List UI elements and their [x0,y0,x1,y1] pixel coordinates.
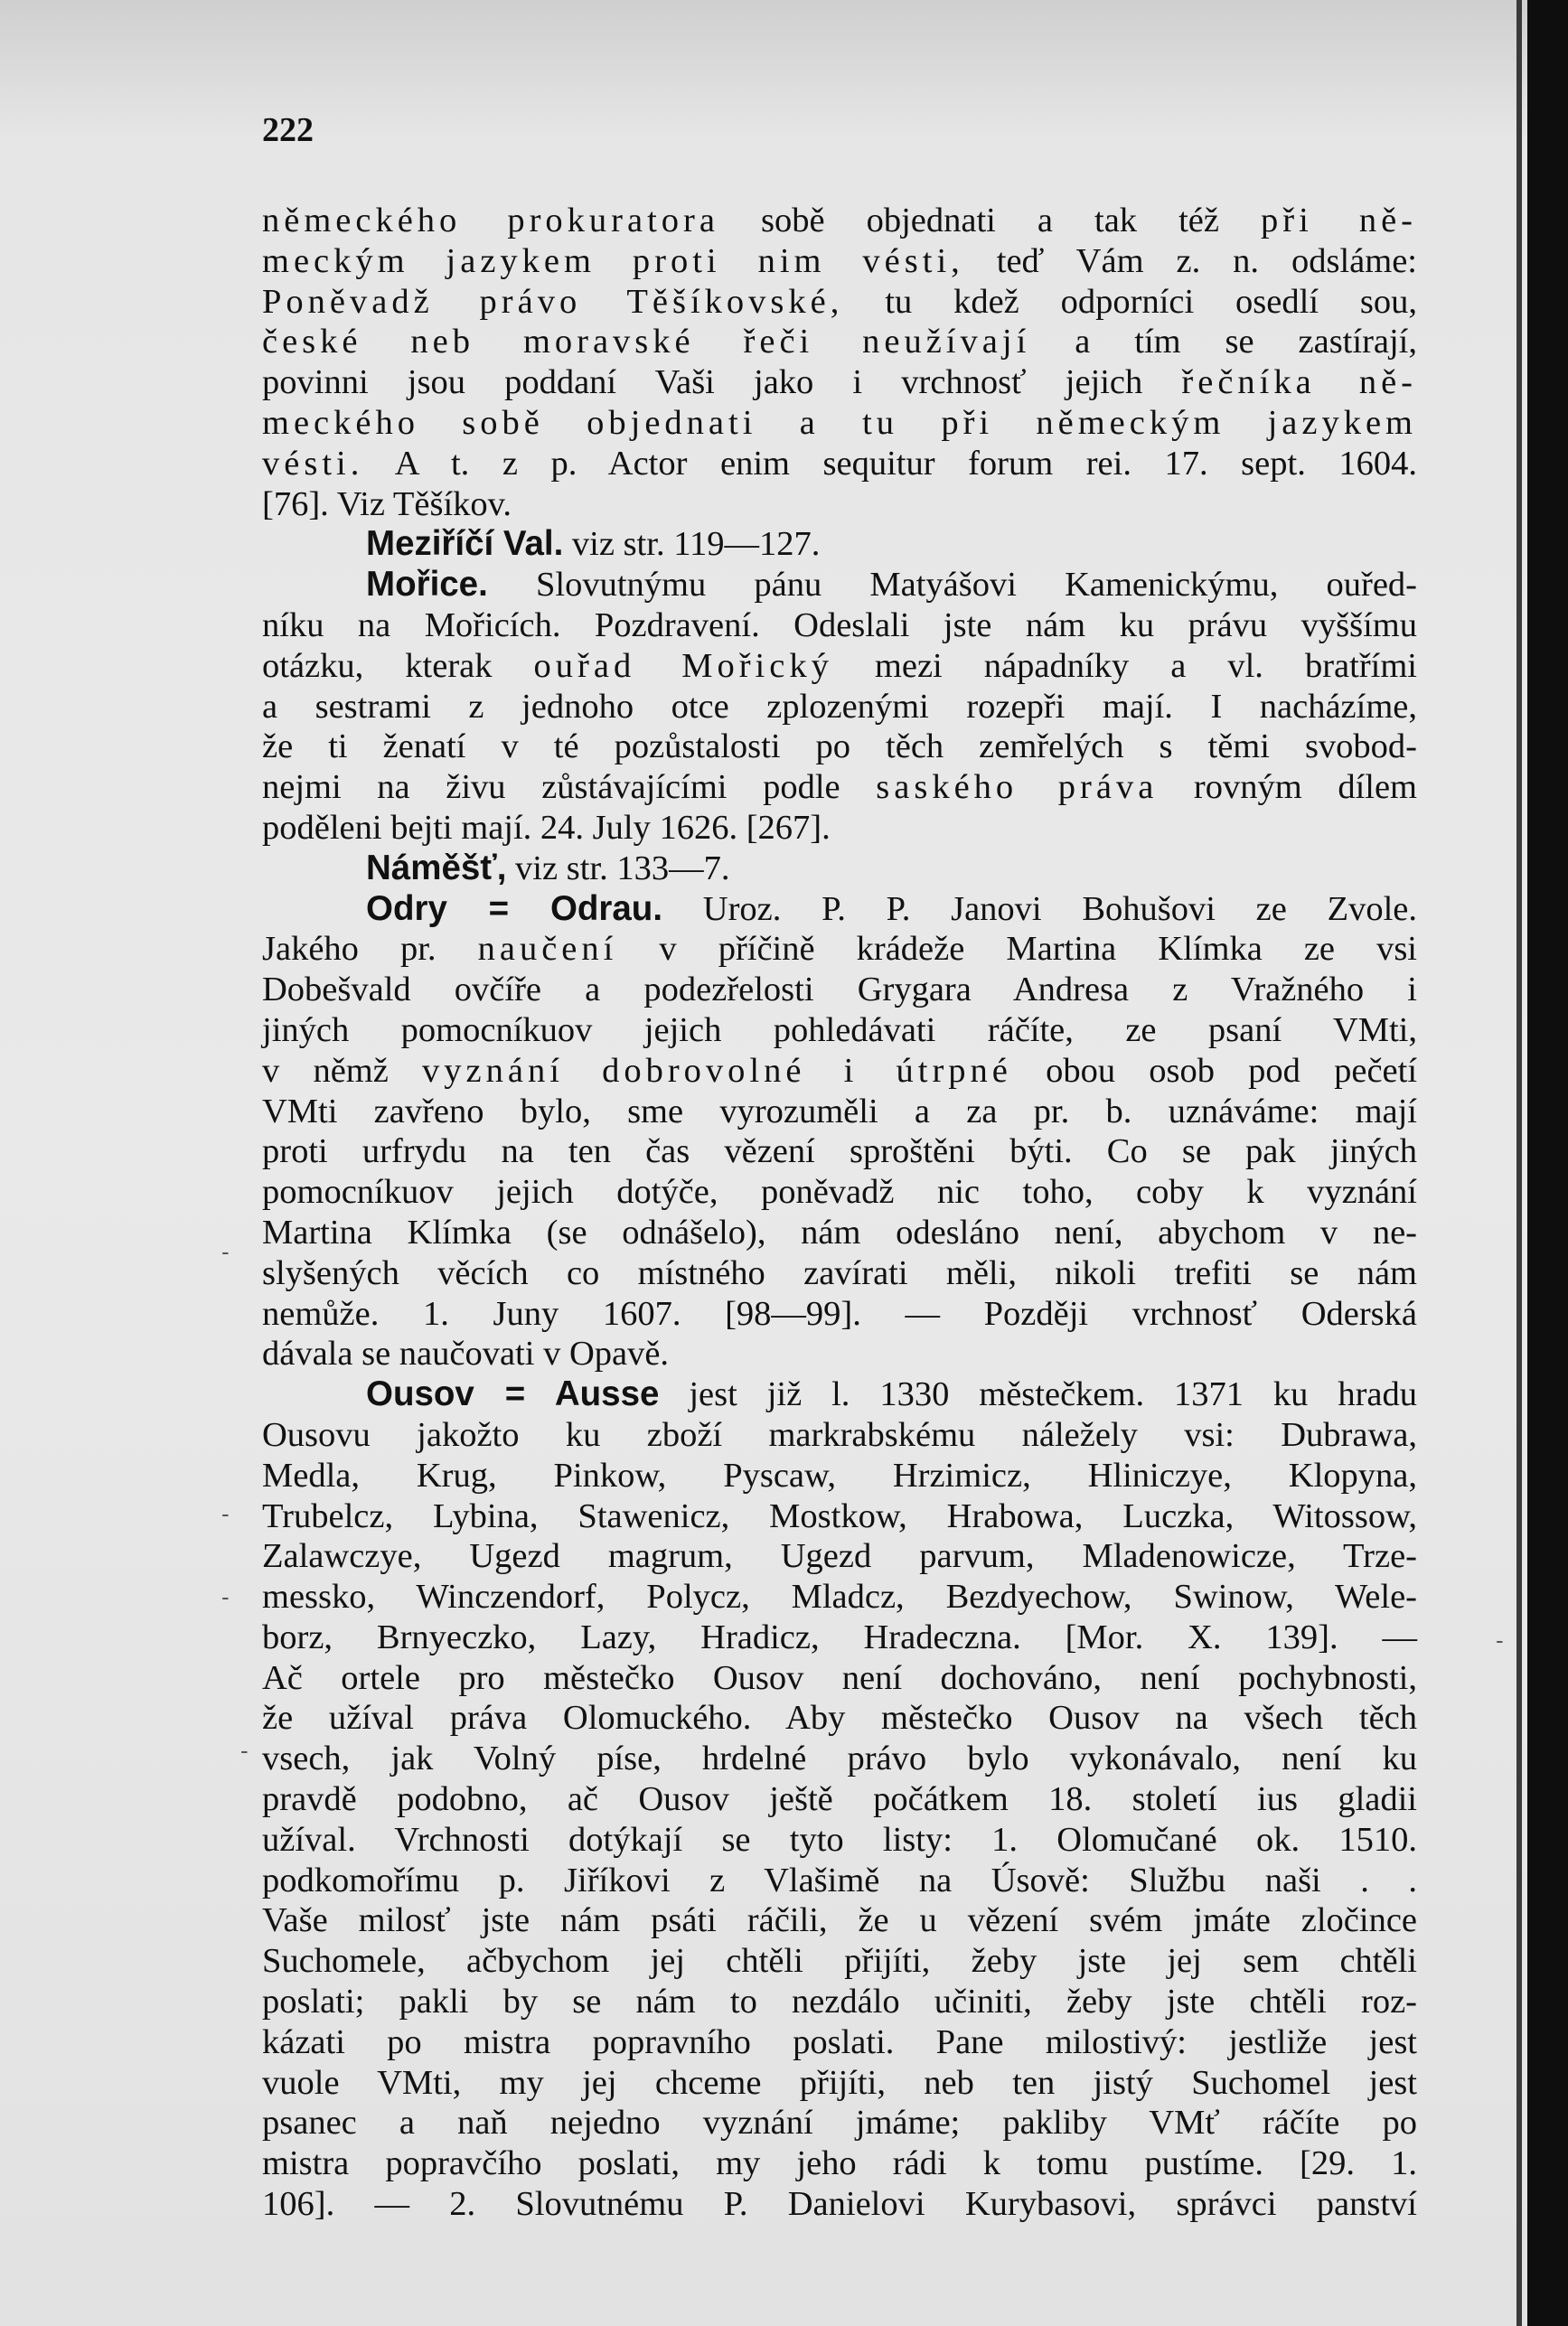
page-number: 222 [262,111,314,149]
text-line: Ousovu jakožto ku zboží markrabskému náležely vsi: Dubrawa, [262,1415,1417,1454]
entry-meziricí: Meziříčí Val. viz str. 119—127. [366,524,821,564]
text-line: Suchomele, ačbychom jej chtěli přijíti, žeby jste jej sem chtěli [262,1942,1417,1981]
text-line: slyšených věcích co místného zavírati měli, nikoli trefiti se nám [262,1253,1417,1292]
body-text [262,201,1417,2225]
text-line: německého prokuratora sobě objednati a tak též při ně- [262,202,1417,239]
text-line: podkomořímu p. Jiříkovi z Vlašimě na Úsově: Službu naši . . [262,1861,1417,1899]
text-line: dávala se naučovati v Opavě. [262,1335,670,1374]
text-line: borz, Brnyeczko, Lazy, Hradicz, Hradeczna. [Mor. X. 139]. — [262,1618,1417,1656]
text-line: Jakého pr. naučení v příčině krádeže Martina Klímka ze vsi [262,930,1418,969]
text-line: proti urfrydu na ten čas vězení sproštěni býti. Co se pak jiných [262,1132,1417,1171]
text-line: vsech, jak Volný píse, hrdelné právo bylo vykonávalo, není ku [262,1740,1417,1778]
entry-odry: Odry = Odrau. Uroz. P. P. Janovi Bohušovi ze Zvole. [366,888,1418,928]
text-line: mistra popravčího poslati, my jeho rádi k tomu pustíme. [29. 1. [262,2144,1417,2183]
page-edge-line [1516,0,1522,2326]
text-line: vésti. A t. z p. Actor enim sequitur forum rei. 17. sept. 1604. [262,444,1417,483]
text-line: Martina Klímka (se odnášelo), nám odesláno není, abychom v ne- [262,1213,1417,1252]
margin-mark: - [240,1737,249,1764]
text-line: níku na Mořicích. Pozdravení. Odeslali jste nám ku právu vyššímu [262,605,1417,644]
text-line: Zalawczye, Ugezd magrum, Ugezd parvum, Mladenowicze, Trze- [262,1537,1417,1576]
margin-mark: - [221,1583,230,1610]
text-line: a sestrami z jednoho otce zplozenými rozepři mají. I nacházíme, [262,687,1417,726]
text-line: vuole VMti, my jej chceme přijíti, neb ten jistý Suchomel jest [262,2063,1417,2102]
scan-border [1527,0,1568,2326]
text-line: [76]. Viz Těšíkov. [262,484,512,523]
text-line: poděleni bejti mají. 24. July 1626. [267]. [262,808,831,847]
text-line: pomocníkuov jejich dotýče, poněvadž nic toho, coby k vyznání [262,1173,1417,1212]
text-line: české neb moravské řeči neužívají a tím se zastírají, [262,323,1418,361]
entry-namest: Náměšť, viz str. 133—7. [366,848,730,887]
text-line: jiných pomocníkuov jejich pohledávati ráčíte, ze psaní VMti, [262,1010,1417,1049]
entry-morice: Mořice. Slovutnýmu pánu Matyášovi Kamenickýmu, ouřed- [366,565,1417,605]
text-line: meckého sobě objednati a tu při německým jazykem [262,403,1417,442]
margin-mark: - [221,1500,230,1527]
text-line: Vaše milosť jste nám psáti ráčili, že u vězení svém jmáte zločince [262,1901,1417,1940]
text-line: povinni jsou poddaní Vaši jako i vrchnosť jejich řečníka ně- [262,363,1417,402]
text-line: užíval. Vrchnosti dotýkají se tyto listy: 1. Olomučané ok. 1510. [262,1820,1417,1859]
text-line: Dobešvald ovčíře a podezřelosti Grygara Andresa z Vražného i [262,971,1417,1009]
margin-mark: - [1496,1627,1504,1654]
text-line: Trubelcz, Lybina, Stawenicz, Mostkow, Hrabowa, Luczka, Witossow, [262,1496,1417,1535]
text-line: VMti zavřeno bylo, sme vyrozuměli a za pr. b. uznáváme: mají [262,1092,1417,1130]
text-line: Medla, Krug, Pinkow, Pyscaw, Hrzimicz, Hliniczye, Klopyna, [262,1456,1417,1495]
text-line: nejmi na živu zůstávajícími podle saského práva rovným dílem [262,768,1418,807]
entry-ousov: Ousov = Ausse jest již l. 1330 městečkem. 1371 ku hradu [366,1374,1417,1414]
text-line: kázati po mistra popravního poslati. Pane milostivý: jestliže jest [262,2022,1417,2061]
text-line: že ti ženatí v té pozůstalosti po těch zemřelých s těmi svobod- [262,727,1417,766]
text-line: meckým jazykem proti nim vésti, teď Vám z. n. odsláme: [262,241,1417,280]
text-line: otázku, kterak ouřad Mořický mezi nápadníky a vl. bratřími [262,646,1417,685]
margin-mark: - [221,1238,230,1265]
text-line: v němž vyznání dobrovolné i útrpné obou osob pod pečetí [262,1051,1418,1090]
text-line: Poněvadž právo Těšíkovské, tu kdež odporníci osedlí sou, [262,282,1417,321]
text-line: messko, Winczendorf, Polycz, Mladcz, Bezdyechow, Swinow, Wele- [262,1578,1417,1617]
text-line: že užíval práva Olomuckého. Aby městečko Ousov na všech těch [262,1699,1417,1738]
text-line: poslati; pakli by se nám to nezdálo učiniti, žeby jste chtěli roz- [262,1983,1417,2021]
text-line: Ač ortele pro městečko Ousov není dochováno, není pochybnosti, [262,1658,1417,1697]
text-line: 106]. — 2. Slovutnému P. Danielovi Kurybasovi, správci panství [262,2185,1417,2224]
text-line: psanec a naň nejedno vyznání jmáme; pakliby VMť ráčíte po [262,2104,1417,2143]
text-line: pravdě podobno, ač Ousov ještě počátkem 18. století ius gladii [262,1780,1417,1819]
text-line: nemůže. 1. Juny 1607. [98—99]. — Později vrchnosť Oderská [262,1294,1417,1333]
